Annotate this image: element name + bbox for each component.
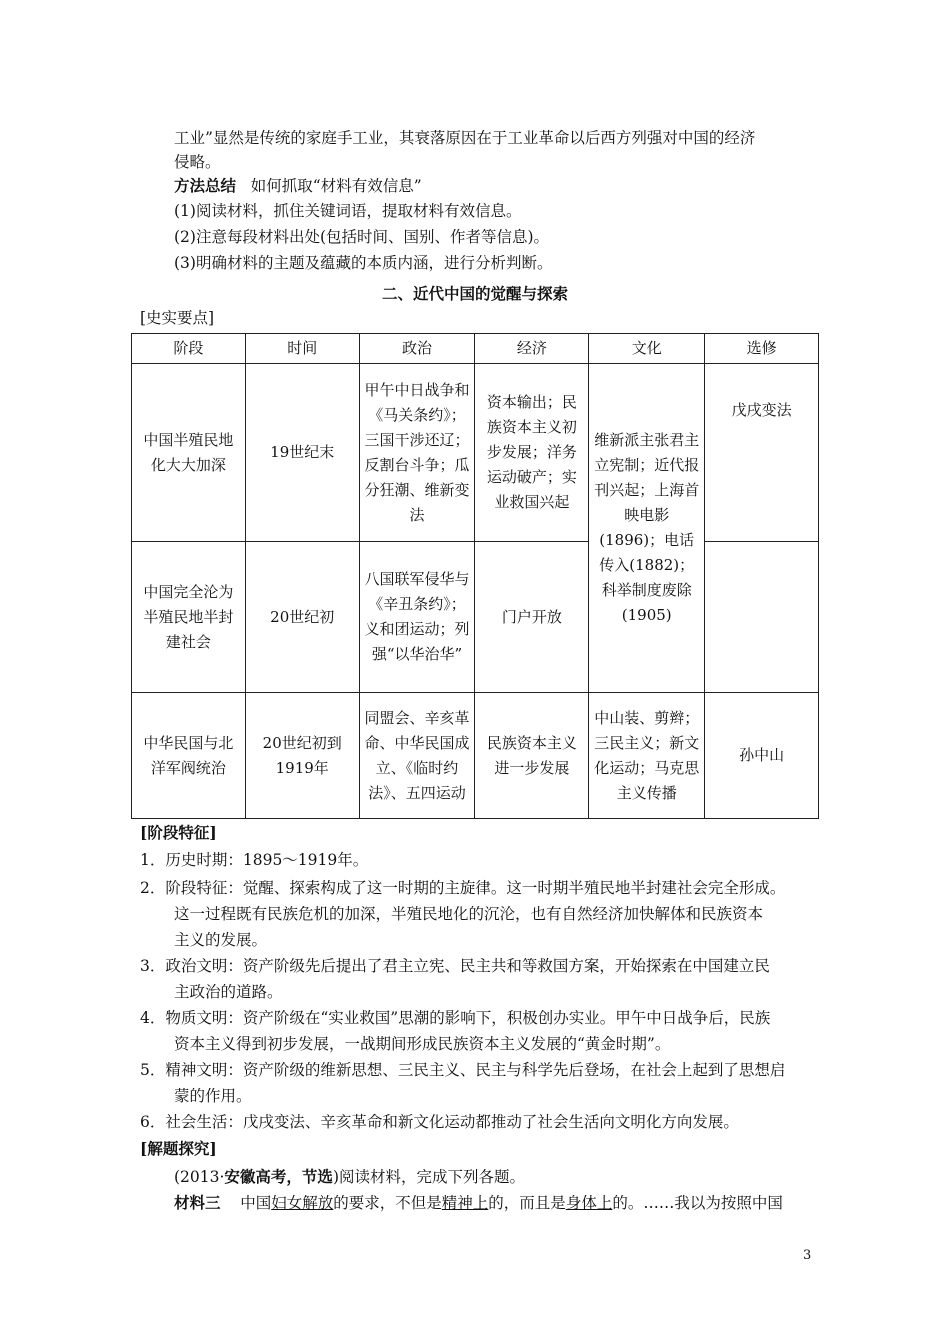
method-label: 方法总结 [174,176,237,195]
material-label: 材料三 [174,1193,221,1212]
feature-2-line-2: 这一过程既有民族危机的加深，半殖民地化的沉沦，也有自然经济加快解体和民族资本 [174,905,764,923]
feature-3-line-2: 主政治的道路。 [174,983,283,1001]
cell-stage: 中国完全沦为半殖民地半封建社会 [132,542,246,693]
feature-5-line-1: 5．精神文明：资产阶级的维新思想、三民主义、民主与科学先后登场，在社会上起到了思想启 [140,1061,786,1079]
feature-5-line-2: 蒙的作用。 [174,1087,252,1105]
method-item-1: (1)阅读材料，抓住关键词语，提取材料有效信息。 [174,202,522,220]
page-number: 3 [803,1248,812,1263]
header-stage: 阶段 [132,334,246,364]
stage-features-label: [阶段特征] [140,823,217,842]
material-text: 的。……我以为按照中国 [612,1194,783,1212]
cell-economy: 资本输出；民族资本主义初步发展；洋务运动破产；实业救国兴起 [475,364,589,542]
method-heading [174,175,422,197]
cell-politics: 八国联军侵华与《辛丑条约》；义和团运动；列强“以华治华” [359,542,475,693]
underlined-phrase: 身体上 [565,1194,613,1212]
underlined-phrase: 妇女解放 [271,1194,334,1212]
feature-4-line-1: 4．物质文明：资产阶级在“实业救国”思潮的影响下，积极创办实业。甲午中日战争后，民族 [140,1009,771,1027]
source-name: 安徽高考，节选 [224,1167,333,1186]
source-prefix: (2013· [174,1168,225,1186]
header-culture: 文化 [589,334,705,364]
material-text: 中国 [240,1194,272,1212]
table-row [132,364,819,542]
feature-6-line-1: 6．社会生活：戊戌变法、辛亥革命和新文化运动都推动了社会生活向文明化方向发展。 [140,1113,739,1131]
table-row [132,693,819,819]
cell-stage: 中华民国与北洋军阀统治 [132,693,246,819]
cell-elective: 孙中山 [705,693,819,819]
cell-culture-merged: 维新派主张君主立宪制；近代报刊兴起；上海首映电影(1896)；电话传入(1882)；科举制度废除(1905) [589,364,705,693]
cell-economy: 民族资本主义进一步发展 [475,693,589,819]
feature-1-line-1: 1．历史时期：1895～1919年。 [140,851,369,869]
header-time: 时间 [245,334,359,364]
header-economy: 经济 [475,334,589,364]
cell-economy: 门户开放 [475,542,589,693]
cell-time: 20世纪初到1919年 [245,693,359,819]
feature-3-line-1: 3．政治文明：资产阶级先后提出了君主立宪、民主共和等救国方案，开始探索在中国建立民 [140,957,770,975]
feature-2-line-1: 2．阶段特征：觉醒、探索构成了这一时期的主旋律。这一时期半殖民地半封建社会完全形成。 [140,879,786,897]
intro-line-2: 侵略。 [174,153,221,171]
cell-stage: 中国半殖民地化大大加深 [132,364,246,542]
history-table [131,333,819,819]
material-text: 的要求，不但是 [333,1194,442,1212]
cell-politics: 甲午中日战争和《马关条约》；三国干涉还辽；反割台斗争；瓜分狂潮、维新变法 [359,364,475,542]
table-header-row [132,334,819,364]
method-title: 如何抓取“材料有效信息” [250,177,422,195]
source-suffix: )阅读材料，完成下列各题。 [332,1168,525,1186]
feature-4-line-2: 资本主义得到初步发展，一战期间形成民族资本主义发展的“黄金时期”。 [174,1035,671,1053]
method-item-3: (3)明确材料的主题及蕴藏的本质内涵，进行分析判断。 [174,254,553,272]
table-row [132,542,819,693]
exploration-label: [解题探究] [140,1139,217,1158]
cell-politics: 同盟会、辛亥革命、中华民国成立、《临时约法》、五四运动 [359,693,475,819]
cell-elective: 戊戌变法 [705,364,819,542]
underlined-phrase: 精神上 [441,1194,489,1212]
material-three-line [174,1192,783,1214]
facts-label: [史实要点] [140,309,215,327]
feature-2-line-3: 主义的发展。 [174,931,268,949]
cell-elective [705,542,819,693]
method-item-2: (2)注意每段材料出处(包括时间、国别、作者等信息)。 [174,228,550,246]
exploration-source [174,1166,525,1188]
section-title: 二、近代中国的觉醒与探索 [381,285,568,303]
intro-line-1: 工业”显然是传统的家庭手工业，其衰落原因在于工业革命以后西方列强对中国的经济 [174,129,756,147]
header-politics: 政治 [359,334,475,364]
material-text: 的，而且是 [488,1194,566,1212]
cell-time: 20世纪初 [245,542,359,693]
cell-culture: 中山装、剪辫；三民主义；新文化运动；马克思主义传播 [589,693,705,819]
cell-time: 19世纪末 [245,364,359,542]
header-elective: 选修 [705,334,819,364]
